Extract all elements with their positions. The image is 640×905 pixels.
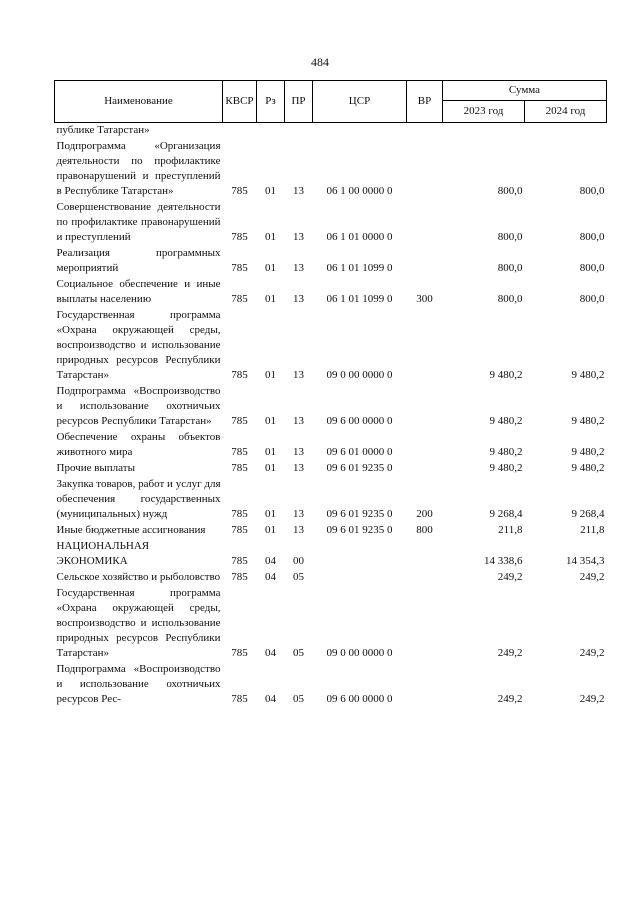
table-row — [55, 139, 607, 200]
cell-vr — [407, 200, 443, 246]
cell-kvsr: 785 — [231, 693, 248, 705]
cell-sum-2023: 249,2 — [497, 571, 523, 583]
cell-vr: 300 — [416, 293, 433, 305]
table-header — [55, 81, 607, 123]
cell-name: Прочие выплаты — [56, 462, 135, 474]
cell-kvsr: 785 — [231, 446, 248, 458]
header-rz: Рз — [257, 81, 285, 123]
cell-rz: 01 — [265, 415, 276, 427]
cell-csr: 06 1 01 1099 0 — [326, 293, 393, 305]
cell-rz: 01 — [265, 446, 276, 458]
cell-vr — [407, 539, 443, 570]
cell-pr: 05 — [293, 693, 304, 705]
table-row — [55, 308, 607, 384]
header-sum: Сумма — [443, 81, 607, 101]
cell-name: Сельское хозяйство и рыболовство — [56, 571, 221, 583]
cell-vr — [407, 586, 443, 662]
cell-name: Иные бюджетные ассигнования — [56, 524, 206, 536]
cell-sum-2024: 800,0 — [579, 185, 605, 197]
table-row — [55, 123, 607, 140]
cell-kvsr: 785 — [231, 293, 248, 305]
cell-sum-2023: 9 480,2 — [489, 462, 523, 474]
cell-pr: 13 — [293, 262, 304, 274]
cell-pr: 13 — [293, 415, 304, 427]
cell-vr — [407, 246, 443, 277]
cell-name: публике Татарстан» — [56, 124, 150, 136]
cell-sum-2024: 800,0 — [579, 231, 605, 243]
header-2023: 2023 год — [443, 101, 525, 123]
header-kvsr: КВСР — [223, 81, 257, 123]
cell-rz — [257, 123, 285, 140]
cell-csr: 09 0 00 0000 0 — [326, 369, 393, 381]
cell-name: Государственная программа «Охрана окружающей среды, воспроизводство и использование природных ресурсов Республики Татарстан» — [56, 587, 221, 659]
cell-vr — [407, 662, 443, 708]
table-row — [55, 200, 607, 246]
cell-name: Совершенствование деятельности по профилактике правонарушений и преступлений — [56, 201, 221, 243]
header-2024: 2024 год — [525, 101, 607, 123]
cell-sum-2023: 9 480,2 — [489, 415, 523, 427]
table-row — [55, 523, 607, 539]
cell-vr — [407, 384, 443, 430]
cell-sum-2023: 800,0 — [497, 293, 523, 305]
cell-csr: 06 1 00 0000 0 — [326, 185, 393, 197]
cell-sum-2024 — [525, 123, 607, 140]
table-row — [55, 477, 607, 523]
cell-kvsr: 785 — [231, 231, 248, 243]
cell-sum-2024: 249,2 — [579, 647, 605, 659]
cell-name: Обеспечение охраны объектов животного мира — [56, 431, 221, 458]
cell-sum-2023: 9 480,2 — [489, 369, 523, 381]
cell-rz: 01 — [265, 231, 276, 243]
cell-kvsr: 785 — [231, 555, 248, 567]
table-row — [55, 384, 607, 430]
cell-rz: 01 — [265, 262, 276, 274]
cell-csr — [313, 123, 407, 140]
cell-vr — [407, 570, 443, 586]
budget-table — [54, 80, 607, 708]
cell-pr: 13 — [293, 524, 304, 536]
cell-vr — [407, 123, 443, 140]
cell-vr — [407, 308, 443, 384]
cell-sum-2024: 249,2 — [579, 571, 605, 583]
cell-rz: 04 — [265, 571, 276, 583]
cell-sum-2023: 800,0 — [497, 185, 523, 197]
cell-csr: 09 6 00 0000 0 — [326, 415, 393, 427]
cell-name: Подпрограмма «Воспроизводство и использование охотничьих ресурсов Рес- — [56, 663, 221, 705]
table-row — [55, 570, 607, 586]
cell-sum-2023: 14 338,6 — [484, 555, 523, 567]
table-row — [55, 430, 607, 461]
cell-csr: 06 1 01 1099 0 — [326, 262, 393, 274]
cell-rz: 01 — [265, 369, 276, 381]
cell-pr: 13 — [293, 462, 304, 474]
cell-sum-2023: 9 268,4 — [489, 508, 523, 520]
cell-vr — [407, 461, 443, 477]
cell-name: Реализация программных мероприятий — [56, 247, 221, 274]
cell-pr: 13 — [293, 185, 304, 197]
cell-sum-2023: 249,2 — [497, 647, 523, 659]
cell-sum-2024: 9 480,2 — [571, 369, 605, 381]
table-row — [55, 662, 607, 708]
cell-pr: 13 — [293, 508, 304, 520]
cell-kvsr: 785 — [231, 415, 248, 427]
cell-rz: 01 — [265, 185, 276, 197]
cell-csr: 09 6 01 0000 0 — [326, 446, 393, 458]
cell-pr: 13 — [293, 293, 304, 305]
cell-name: НАЦИОНАЛЬНАЯ ЭКОНОМИКА — [56, 540, 150, 567]
table-row — [55, 461, 607, 477]
cell-pr: 13 — [293, 369, 304, 381]
cell-sum-2024: 800,0 — [579, 293, 605, 305]
cell-csr: 09 6 01 9235 0 — [326, 524, 393, 536]
cell-pr: 05 — [293, 647, 304, 659]
cell-kvsr: 785 — [231, 524, 248, 536]
cell-csr — [313, 539, 407, 570]
cell-sum-2024: 9 480,2 — [571, 415, 605, 427]
cell-rz: 01 — [265, 293, 276, 305]
cell-vr — [407, 139, 443, 200]
cell-rz: 04 — [265, 647, 276, 659]
cell-sum-2024: 9 480,2 — [571, 446, 605, 458]
cell-sum-2023: 800,0 — [497, 231, 523, 243]
header-vr: ВР — [407, 81, 443, 123]
cell-kvsr: 785 — [231, 647, 248, 659]
table-row — [55, 539, 607, 570]
cell-rz: 04 — [265, 555, 276, 567]
cell-sum-2024: 249,2 — [579, 693, 605, 705]
cell-pr: 00 — [293, 555, 304, 567]
cell-sum-2024: 211,8 — [580, 524, 605, 536]
cell-sum-2023: 211,8 — [498, 524, 523, 536]
cell-kvsr: 785 — [231, 508, 248, 520]
cell-vr: 800 — [416, 524, 433, 536]
cell-sum-2024: 800,0 — [579, 262, 605, 274]
cell-csr: 09 6 01 9235 0 — [326, 462, 393, 474]
table-row — [55, 277, 607, 308]
header-name: Наименование — [55, 81, 223, 123]
cell-pr: 13 — [293, 446, 304, 458]
cell-pr — [285, 123, 313, 140]
cell-sum-2024: 9 480,2 — [571, 462, 605, 474]
cell-kvsr: 785 — [231, 369, 248, 381]
cell-csr: 09 6 00 0000 0 — [326, 693, 393, 705]
cell-sum-2023: 249,2 — [497, 693, 523, 705]
cell-csr — [313, 570, 407, 586]
cell-name: Закупка товаров, работ и услуг для обеспечения государственных (муниципальных) нужд — [56, 478, 221, 520]
cell-csr: 09 6 01 9235 0 — [326, 508, 393, 520]
table-body — [55, 123, 607, 709]
header-pr: ПР — [285, 81, 313, 123]
cell-sum-2023 — [443, 123, 525, 140]
cell-sum-2024: 9 268,4 — [571, 508, 605, 520]
cell-kvsr: 785 — [231, 185, 248, 197]
cell-pr: 05 — [293, 571, 304, 583]
cell-rz: 01 — [265, 462, 276, 474]
cell-name: Подпрограмма «Воспроизводство и использование охотничьих ресурсов Республики Татарстан» — [56, 385, 221, 427]
cell-csr: 09 0 00 0000 0 — [326, 647, 393, 659]
cell-pr: 13 — [293, 231, 304, 243]
cell-kvsr: 785 — [231, 571, 248, 583]
cell-sum-2023: 9 480,2 — [489, 446, 523, 458]
cell-sum-2024: 14 354,3 — [566, 555, 605, 567]
cell-kvsr: 785 — [231, 262, 248, 274]
table-row — [55, 246, 607, 277]
cell-rz: 01 — [265, 524, 276, 536]
cell-vr — [407, 430, 443, 461]
cell-sum-2023: 800,0 — [497, 262, 523, 274]
cell-csr: 06 1 01 0000 0 — [326, 231, 393, 243]
table-row — [55, 586, 607, 662]
cell-kvsr — [223, 123, 257, 140]
cell-rz: 01 — [265, 508, 276, 520]
cell-rz: 04 — [265, 693, 276, 705]
page-number: 484 — [311, 55, 329, 69]
header-csr: ЦСР — [313, 81, 407, 123]
cell-vr: 200 — [416, 508, 433, 520]
cell-name: Государственная программа «Охрана окружающей среды, воспроизводство и использование природных ресурсов Республики Татарстан» — [56, 309, 221, 381]
cell-name: Подпрограмма «Организация деятельности по профилактике правонарушений и преступлений в Республике Татарстан» — [56, 140, 221, 197]
cell-kvsr: 785 — [231, 462, 248, 474]
cell-name: Социальное обеспечение и иные выплаты населению — [56, 278, 221, 305]
